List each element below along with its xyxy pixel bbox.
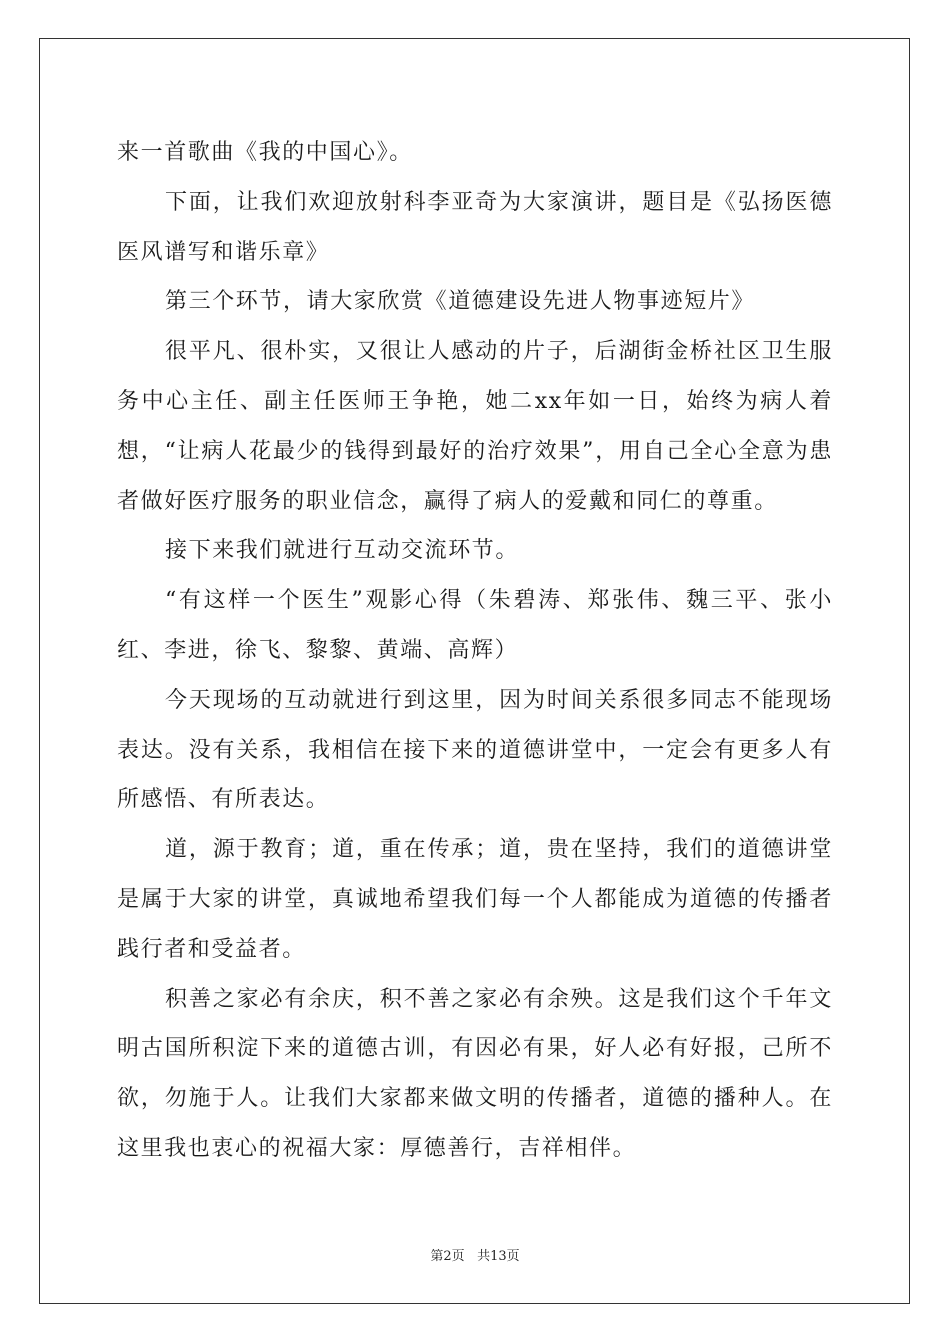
page-total: 共13页 bbox=[477, 1249, 520, 1264]
paragraph-2: 下面，让我们欢迎放射科李亚奇为大家演讲，题目是《弘扬医德医风谱写和谐乐章》 bbox=[117, 189, 833, 265]
paragraph-3: 第三个环节，请大家欣赏《道德建设先进人物事迹短片》 bbox=[165, 289, 756, 315]
paragraph-9: 积善之家必有余庆，积不善之家必有余殃。这是我们这个千年文明古国所积淀下来的道德古训，有因必有果，好人必有好报，己所不欲，勿施于人。让我们大家都来做文明的传播者，道德的播种人。在这里我也衷心的祝福大家：厚德善行，吉祥相伴。 bbox=[117, 986, 833, 1161]
paragraph-4: 很平凡、很朴实，又很让人感动的片子，后湖街金桥社区卫生服务中心主任、副主任医师王争艳，她二xx年如一日，始终为病人着想，“让病人花最少的钱得到最好的治疗效果”，用自己全心全意为患者做好医疗服务的职业信念，赢得了病人的爱戴和同仁的尊重。 bbox=[117, 339, 833, 514]
paragraph-6: “有这样一个医生”观影心得（朱碧涛、郑张伟、魏三平、张小红、李进，徐飞、黎黎、黄端、高辉） bbox=[117, 588, 833, 663]
page-number: 第2页 bbox=[430, 1249, 465, 1264]
paragraph-1: 来一首歌曲《我的中国心》。 bbox=[117, 140, 413, 165]
document-body bbox=[117, 128, 833, 1174]
page-footer bbox=[0, 1248, 950, 1266]
paragraph-7: 今天现场的互动就进行到这里，因为时间关系很多同志不能现场表达。没有关系，我相信在接下来的道德讲堂中，一定会有更多人有所感悟、有所表达。 bbox=[117, 687, 833, 813]
paragraph-8: 道，源于教育；道，重在传承；道，贵在坚持，我们的道德讲堂是属于大家的讲堂，真诚地希望我们每一个人都能成为道德的传播者践行者和受益者。 bbox=[117, 837, 833, 962]
paragraph-5: 接下来我们就进行互动交流环节。 bbox=[165, 538, 520, 564]
